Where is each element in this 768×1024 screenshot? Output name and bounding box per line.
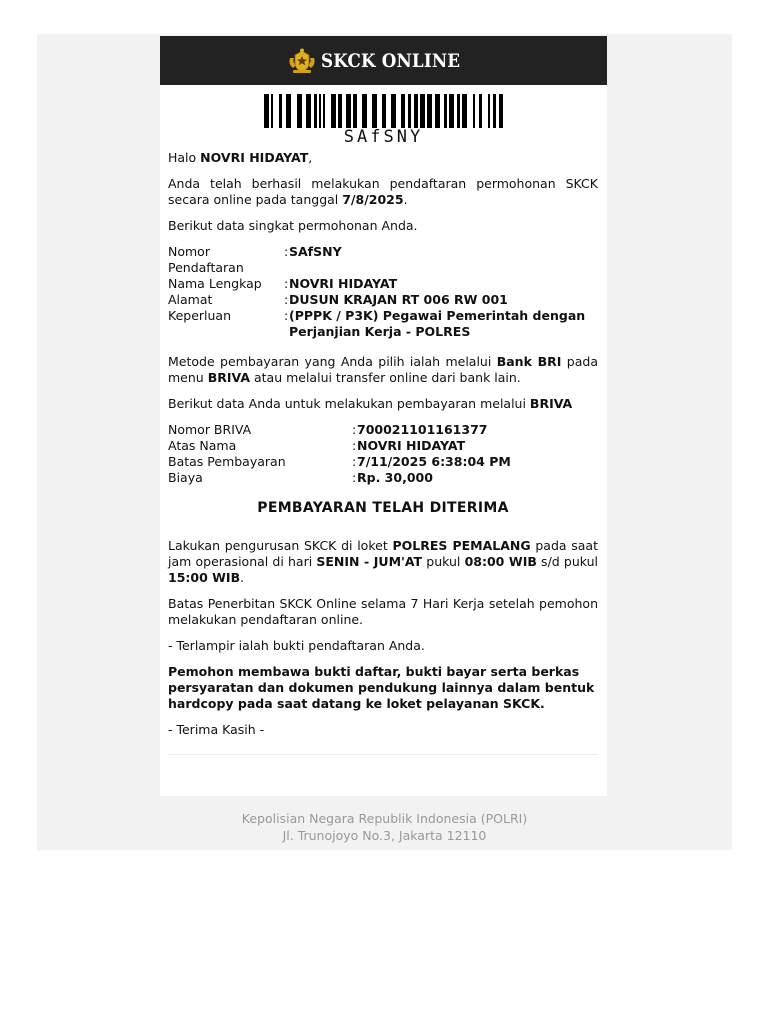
polri-emblem-icon [287,48,317,74]
barcode-bar [493,94,496,128]
barcode-bar [427,94,432,128]
detail-value: NOVRI HIDAYAT [289,276,398,291]
payment-label: Nomor BRIVA [168,422,252,437]
payment-intro: Berikut data Anda untuk melakukan pembayaran melalui BRIVA [168,396,573,411]
barcode-bar [271,94,273,128]
greeting: Halo NOVRI HIDAYAT, [168,150,313,165]
documents-notice: Pemohon membawa bukti daftar, bukti bayar serta berkas persyaratan dan dokumen pendukung lainnya dalam bentuk hardcopy pada saat datang ke loket pelayanan SKCK. [168,664,595,711]
detail-label: Nama Lengkap [168,276,262,291]
detail-value: (PPPK / P3K) Pegawai Pemerintah dengan Perjanjian Kerja - POLRES [289,308,586,339]
barcode-bar [264,94,269,128]
barcode-bar [319,94,321,128]
barcode-bar [306,94,311,128]
barcode-bar [297,94,302,128]
payment-value: Rp. 30,000 [357,470,433,485]
payment-label: Atas Nama [168,438,237,453]
barcode-bar [353,94,357,128]
intro-paragraph: Anda telah berhasil melakukan pendaftaran permohonan SKCK secara online pada tanggal 7/8/2025. [168,176,598,207]
brand-title: SKCK ONLINE [321,49,461,72]
barcode-bar [314,94,317,128]
detail-label: Alamat [168,292,213,307]
barcode-bar [457,94,460,128]
barcode-bar [473,94,475,128]
barcode-bar [331,94,336,128]
payment-label: Batas Pembayaran [168,454,286,469]
email-background [37,34,732,850]
summary-intro: Berikut data singkat permohonan Anda. [168,218,418,233]
barcode-bar [391,94,396,128]
barcode-bar [488,94,490,128]
payment-label: Biaya [168,470,203,485]
barcode-bar [372,94,377,128]
payment-method-paragraph: Metode pembayaran yang Anda pilih ialah melalui Bank BRI pada menu BRIVA atau melalui transfer online dari bank lain. [168,354,598,385]
skck-logo [287,48,479,74]
registration-date: 7/8/2025 [342,192,404,207]
barcode-bar [408,94,411,128]
payment-value: NOVRI HIDAYAT [357,438,466,453]
issuance-deadline: Batas Penerbitan SKCK Online selama 7 Hari Kerja setelah pemohon melakukan pendaftaran online. [168,596,598,627]
attachment-note: - Terlampir ialah bukti pendaftaran Anda. [168,638,425,653]
detail-label: Keperluan [168,308,232,323]
barcode-bar [323,94,325,128]
payment-status-heading: PEMBAYARAN TELAH DITERIMA [257,500,509,516]
payment-value: 700021101161377 [357,422,488,437]
barcode-bar [499,94,503,128]
barcode-bar [286,94,291,128]
footer-address: Jl. Trunojoyo No.3, Jakarta 12110 [282,828,487,843]
application-details: Nomor Pendaftaran : SAfSNY Nama Lengkap : NOVRI HIDAYAT Alamat : DUSUN KRAJAN RT 006 RW 001 Keperluan : (PPPK / P3K) Pegawai Pemerintah dengan Perjanjian Kerja - POLRES [168,244,598,340]
barcode-bar [338,94,342,128]
visit-instructions: Lakukan pengurusan SKCK di loket POLRES PEMALANG pada saat jam operasional di hari SENIN - JUM'AT pukul 08:00 WIB s/d pukul 15:00 WIB. [168,538,598,585]
barcode-bar [479,94,482,128]
registration-barcode [264,94,504,128]
email-card [160,36,607,796]
barcode-bar [279,94,282,128]
barcode-bar [420,94,425,128]
detail-label: Nomor Pendaftaran [168,244,244,275]
barcode-block [160,85,607,146]
detail-value: DUSUN KRAJAN RT 006 RW 001 [289,292,508,307]
payment-details: Nomor BRIVA : 700021101161377 Atas Nama : NOVRI HIDAYAT Batas Pembayaran : 7/11/2025 6:38:04 PM Biaya : Rp. 30,000 [168,422,598,486]
recipient-name: NOVRI HIDAYAT [200,150,309,165]
detail-value: SAfSNY [289,244,342,259]
barcode-bar [444,94,447,128]
thanks-note: - Terima Kasih - [168,722,265,737]
barcode-bar [462,94,467,128]
barcode-bar [449,94,454,128]
barcode-bar [414,94,418,128]
footer-org: Kepolisian Negara Republik Indonesia (POLRI) [241,811,528,826]
barcode-bar [362,94,367,128]
barcode-text: SAfSNY [343,127,424,147]
header-bar [160,36,607,85]
divider [168,754,598,755]
barcode-bar [346,94,351,128]
barcode-bar [435,94,440,128]
barcode-bar [382,94,386,128]
barcode-bar [401,94,405,128]
email-body [160,150,607,755]
payment-value: 7/11/2025 6:38:04 PM [357,454,511,469]
footer [37,810,732,844]
